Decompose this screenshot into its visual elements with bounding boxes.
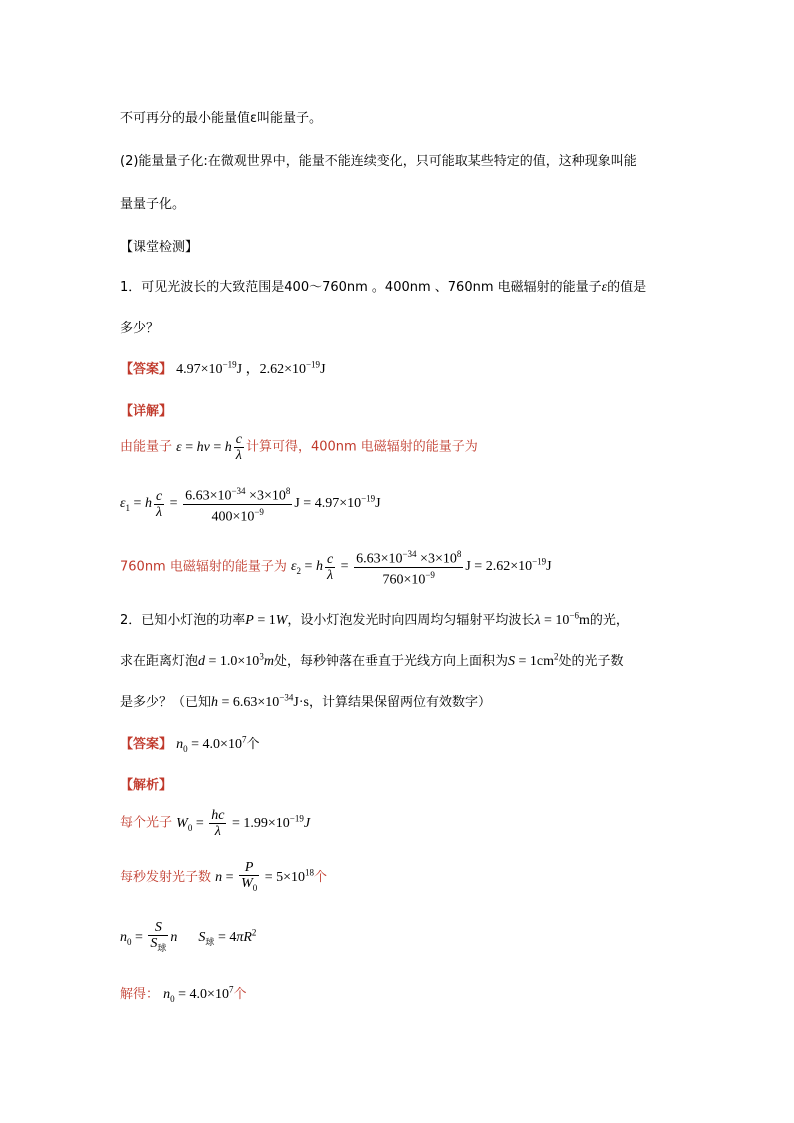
q2-step-1: 每个光子 $W_0$ = $\frac{hc}{\lambda}$ = $1.99\times 10^{-19}J$ bbox=[120, 808, 311, 839]
q2-stem-line3: 是多少？（已知$h = 6.63\times 10^{-34}J\cdot s$，计算结果保留两位有效数字） bbox=[120, 692, 491, 710]
q2-stem-line2: 求在距离灯泡$d = 1.0\times 10^3m$处，每秒钟落在垂直于光线方向上面积为$S = 1cm^2$处的光子数 bbox=[120, 651, 624, 669]
q2-step-3: $n_0$ = $\frac{S}{S_球}$ n $S_球 = 4\pi R^2$ bbox=[120, 920, 256, 956]
q2-step-4: 解得： $n_0 = 4.0\times 10^7$个 bbox=[120, 984, 247, 1004]
q2-step-2: 每秒发射光子数 n = $\frac{P}{W_0}$ = $5\times 10^{18}$个 bbox=[120, 860, 327, 896]
q1-answer: 【答案】 $4.97\times 10^{-19}J$ ，$2.62\times 10^{-19}J$ bbox=[120, 359, 326, 377]
q1-stem-line2: 多少？ bbox=[120, 321, 160, 336]
q1-detail-line1: 由能量子 ε = hν = h $\frac{c}{\lambda}$ 计算可得，400nm 电磁辐射的能量子为 bbox=[120, 432, 478, 463]
q1-formula-1: $\varepsilon_1 = h$ $\frac{c}{\lambda}$ = $\frac{6.63\times 10^{-34} \times 3\times 10^8}{400\times 10^{-9}}$ $J = 4.97\times 10^{-19}J$ bbox=[120, 486, 381, 525]
q1-detail-line3: 760nm 电磁辐射的能量子为 $\varepsilon_2 = h$ $\frac{c}{\lambda}$ = $\frac{6.63\times 10^{-34} \times 3\times 10^8}{760\times 10^{-9}}$ $J = 2.62\times 10^{-19}J$ bbox=[120, 549, 552, 588]
q1-detail-label: 【详解】 bbox=[120, 404, 173, 419]
intro-line-2: (2)能量量子化:在微观世界中，能量不能连续变化，只可能取某些特定的值，这种现象叫能 bbox=[120, 154, 637, 169]
intro-line-1: 不可再分的最小能量值ε叫能量子。 bbox=[120, 111, 323, 126]
q2-stem-line1: 2．已知小灯泡的功率P = 1W，设小灯泡发光时向四周均匀辐射平均波长$\lambda = 10^{-6}m$的光， bbox=[120, 610, 629, 628]
q2-analysis-label: 【解析】 bbox=[120, 778, 173, 793]
q1-stem-line1: 1．可见光波长的大致范围是400～760nm 。400nm 、760nm 电磁辐射的能量子ε的值是 bbox=[120, 280, 647, 295]
section-title: 【课堂检测】 bbox=[120, 240, 199, 255]
intro-line-3: 量量子化。 bbox=[120, 197, 186, 212]
q2-answer: 【答案】 $n_0 = 4.0\times 10^7$个 bbox=[120, 734, 260, 754]
